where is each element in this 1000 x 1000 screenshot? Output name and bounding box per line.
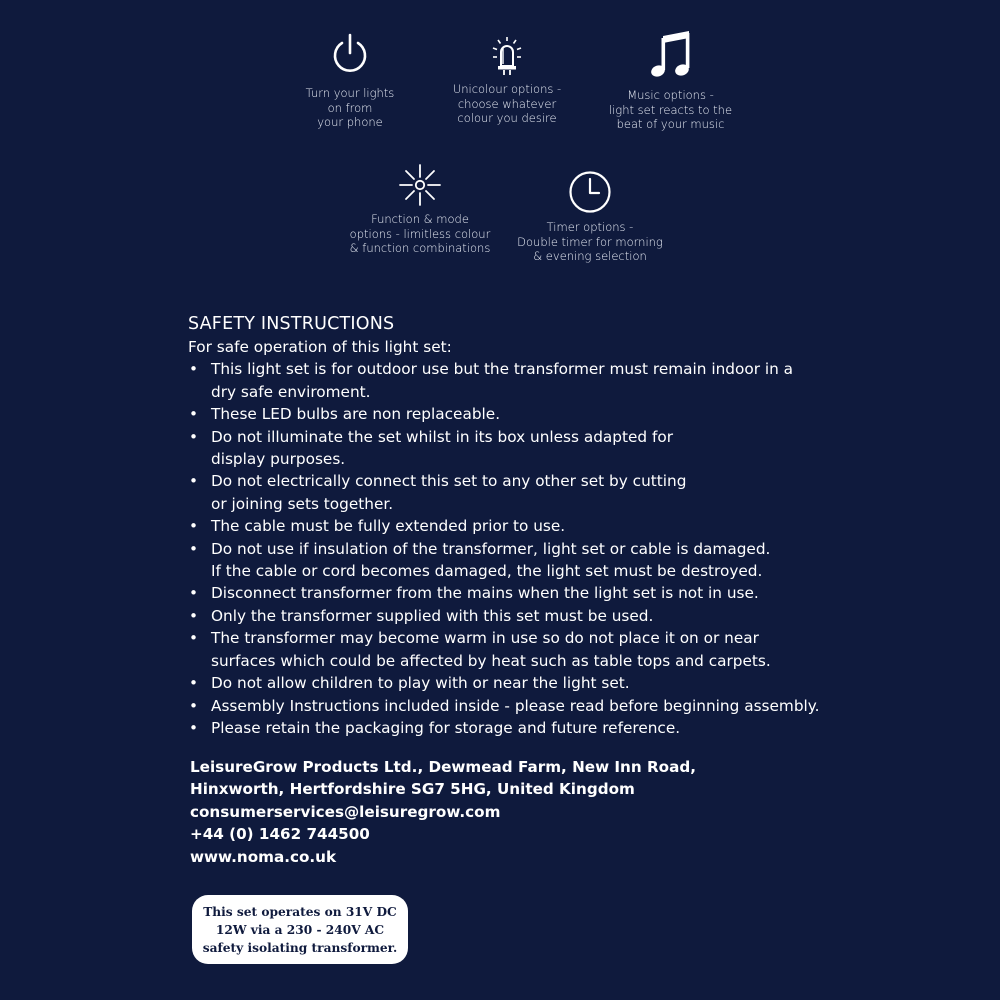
list-item: • Do not electrically connect this set to any other set by cutting or joining sets together.	[188, 470, 848, 515]
phone-text: +44 (0) 1462 744500	[190, 825, 370, 844]
safety-list	[188, 358, 848, 739]
spec-line-3: safety isolating transformer.	[202, 940, 398, 955]
feature-caption: Music options - light set reacts to the beat of your music	[608, 88, 733, 131]
list-item: • The cable must be fully extended prior to use.	[188, 515, 848, 537]
music-note-icon	[650, 30, 692, 82]
clock-icon	[568, 170, 612, 214]
company-contact	[190, 756, 810, 868]
safety-instructions	[188, 313, 848, 739]
feature-caption: Unicolour options - choose whatever colour you desire	[452, 82, 562, 125]
safety-heading: SAFETY INSTRUCTIONS	[188, 314, 395, 334]
address-line-1: LeisureGrow Products Ltd., Dewmead Farm, New Inn Road,	[190, 758, 696, 776]
list-item: • This light set is for outdoor use but the transformer must remain indoor in a dry safe enviroment.	[188, 358, 848, 403]
address-line-2: Hinxworth, Hertfordshire SG7 5HG, United Kingdom	[190, 780, 635, 799]
safety-intro: For safe operation of this light set:	[188, 338, 452, 356]
feature-caption: Timer options - Double timer for morning & evening selection	[517, 220, 663, 263]
list-item: • These LED bulbs are non replaceable.	[188, 403, 848, 425]
list-item: • Assembly Instructions included inside - please read before beginning assembly.	[188, 695, 848, 717]
feature-caption: Turn your lights on from your phone	[305, 86, 395, 129]
list-item: • Do not illuminate the set whilst in its box unless adapted for display purposes.	[188, 426, 848, 471]
list-item: • Only the transformer supplied with this set must be used.	[188, 605, 848, 627]
list-item: • Do not use if insulation of the transformer, light set or cable is damaged. If the cable or cord becomes damaged, the light set must be destroyed.	[188, 538, 848, 583]
power-spec-badge	[192, 895, 408, 964]
feature-unicolour	[437, 36, 577, 126]
feature-function-mode	[340, 164, 500, 256]
list-item: • Disconnect transformer from the mains when the light set is not in use.	[188, 582, 848, 604]
email-text: consumerservices@leisuregrow.com	[190, 802, 501, 821]
feature-music	[598, 30, 743, 132]
bulb-icon	[490, 36, 524, 76]
feature-caption: Function & mode options - limitless colour & function combinations	[349, 212, 491, 255]
spec-line-2: 12W via a 230 - 240V AC	[215, 922, 385, 937]
list-item: • Do not allow children to play with or near the light set.	[188, 672, 848, 694]
list-item: • Please retain the packaging for storage and future reference.	[188, 717, 848, 739]
power-icon	[330, 32, 370, 78]
list-item: • The transformer may become warm in use so do not place it on or near surfaces which could be affected by heat such as table tops and carpets.	[188, 627, 848, 672]
sparkle-icon	[399, 164, 441, 206]
feature-remote-control	[280, 32, 420, 130]
spec-line-1: This set operates on 31V DC	[203, 904, 397, 919]
website-text: www.noma.co.uk	[190, 847, 337, 866]
feature-timer	[510, 170, 670, 264]
